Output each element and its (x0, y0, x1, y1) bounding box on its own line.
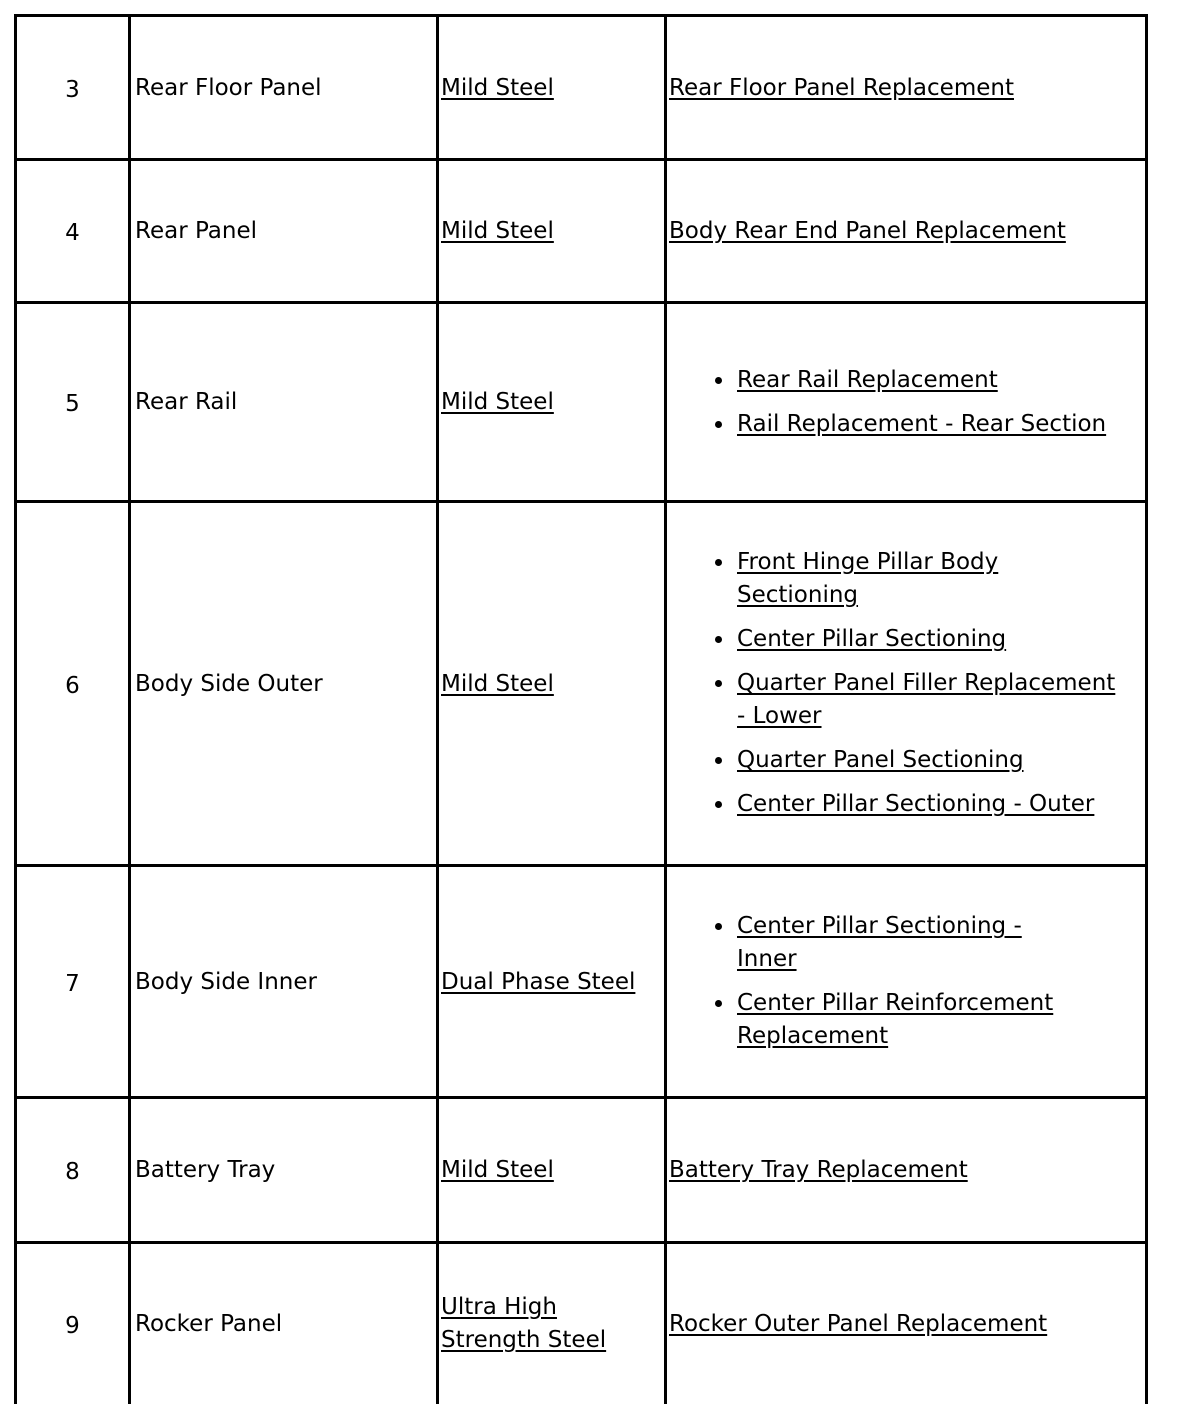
table-row (14, 503, 1145, 867)
table-row (14, 161, 1145, 304)
procedure-link[interactable]: Center Pillar Sectioning (737, 626, 1007, 652)
procedure-link[interactable]: Quarter Panel Sectioning (737, 747, 1024, 773)
procedure-list (669, 546, 1145, 821)
procedure-link[interactable]: Center Pillar Sectioning - Inner (737, 913, 1022, 972)
row-number: 3 (14, 17, 128, 161)
procedure-link[interactable]: Center Pillar Reinforcement Replacement (737, 990, 1054, 1049)
material-link[interactable]: Mild Steel (441, 218, 554, 244)
list-item (735, 408, 1106, 441)
part-name: Rear Rail (128, 304, 436, 503)
list-item (735, 623, 1125, 656)
material-link-line[interactable]: Strength Steel (441, 1327, 607, 1353)
table-row (14, 17, 1145, 161)
row-number: 9 (14, 1244, 128, 1404)
list-item (735, 910, 1055, 976)
part-name: Rear Floor Panel (128, 17, 436, 161)
table-row (14, 867, 1145, 1099)
row-number: 7 (14, 867, 128, 1099)
procedure-list (669, 364, 1106, 441)
list-item (735, 364, 1106, 397)
material-link[interactable]: Mild Steel (441, 670, 554, 697)
part-name: Rocker Panel (128, 1244, 436, 1404)
procedure-link[interactable]: Rail Replacement - Rear Section (737, 410, 1107, 437)
table-row (14, 304, 1145, 503)
list-item (735, 987, 1055, 1053)
material-link[interactable]: Mild Steel (441, 1157, 554, 1183)
row-number: 4 (14, 161, 128, 304)
table-row (14, 1244, 1145, 1404)
procedure-link[interactable]: Rocker Outer Panel Replacement (669, 1311, 1048, 1337)
material-link[interactable] (441, 1291, 606, 1357)
procedure-link[interactable]: Center Pillar Sectioning - Outer (737, 791, 1095, 817)
procedure-list (669, 910, 1145, 1053)
procedure-link[interactable]: Rear Rail Replacement (737, 366, 998, 393)
procedure-link[interactable]: Quarter Panel Filler Replacement - Lower (737, 670, 1116, 729)
procedure-link[interactable]: Front Hinge Pillar Body Sectioning (737, 549, 999, 608)
list-item (735, 788, 1125, 821)
material-link-line[interactable]: Ultra High (441, 1294, 557, 1320)
row-number: 5 (14, 304, 128, 503)
procedure-link[interactable]: Battery Tray Replacement (669, 1157, 968, 1183)
list-item (735, 667, 1125, 733)
material-link[interactable]: Mild Steel (441, 74, 554, 101)
part-name: Battery Tray (128, 1099, 436, 1244)
procedure-link[interactable]: Rear Floor Panel Replacement (669, 74, 1014, 101)
row-number: 6 (14, 503, 128, 867)
row-number: 8 (14, 1099, 128, 1244)
parts-table (14, 14, 1148, 1404)
part-name: Rear Panel (128, 161, 436, 304)
list-item (735, 546, 1125, 612)
part-name: Body Side Inner (128, 867, 436, 1099)
material-link[interactable]: Mild Steel (441, 389, 554, 415)
procedure-link[interactable]: Body Rear End Panel Replacement (669, 218, 1066, 244)
part-name: Body Side Outer (128, 503, 436, 867)
table-row (14, 1099, 1145, 1244)
material-link[interactable]: Dual Phase Steel (441, 968, 636, 995)
list-item (735, 744, 1125, 777)
